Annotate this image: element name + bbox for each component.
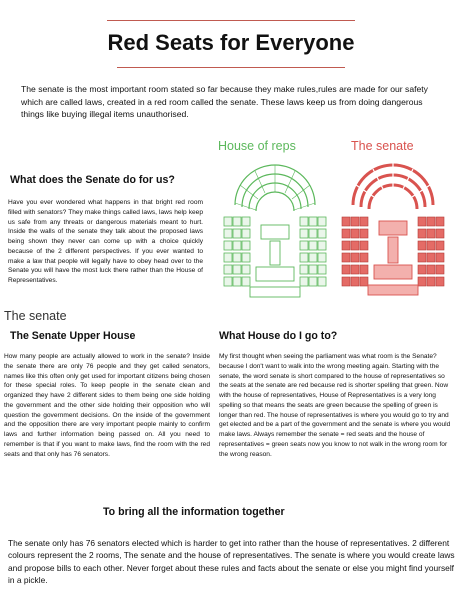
- reps-left-seat-blocks: [224, 217, 250, 286]
- what-does-paragraph: Have you ever wondered what happens in that bright red room filled with senators? They make things called laws, laws help keep us safe from any threats or dangerous materials meant to hurt. Inside the walls of the senate they talk about the proposed laws being shown they never can come up with a choice quickly because of the 2 different perspectives. If you ever wanted to make a law that people will legally have to obey head over to the Senate you will have the most luck there rather than the House of Representatives.: [8, 199, 203, 284]
- reps-right-seat-blocks: [300, 217, 326, 286]
- upper-house-heading: The Senate Upper House: [10, 330, 136, 342]
- senate-seating-diagram: [338, 155, 448, 301]
- conclusion-heading: To bring all the information together: [103, 506, 285, 518]
- intro-paragraph: The senate is the most important room stated so far because they make rules,rules are made for our safety which are called laws, created in a red room called the senate. These laws keep us from doing dangerous things like buying illegal items unauthorised.: [21, 84, 428, 120]
- reps-label: House of reps: [218, 139, 296, 153]
- house-of-reps-seating-diagram: [220, 155, 330, 301]
- senate-center-table: [368, 221, 418, 295]
- title-top-rule: [107, 20, 355, 21]
- which-house-paragraph: My first thought when seeing the parliament was what room is the Senate? because I don't want to walk into the wrong meeting again. Starting with the senate, the word senate is short compared to the house of representatives so the seats at the senate are red because red is shorter spelling that green. Now with the house of representatives, House of Representatives is a very long spelling so that means the seats are green because the spelling of green is longer than red. The house of representatives is where you would go to try and get elected and be a part of the government and the senate is where you would make laws. Always remember the senate = red seats and the house of representatives = green seats now you know to not walk in the wrong room for the wrong reason.: [219, 353, 451, 458]
- conclusion-paragraph: The senate only has 76 senators elected which is harder to get into rather than the house of representatives. 2 different colours represent the 2 rooms, The senate and the house of representatives. The senate is where you would create laws and propose bills to each other. Never forget about these rules and facts about the senate or else you might find yourself in a pickle.: [8, 538, 455, 586]
- what-does-heading: What does the Senate do for us?: [10, 174, 175, 186]
- reps-center-table: [250, 225, 300, 297]
- senate-right-seat-blocks: [418, 217, 444, 286]
- senate-seat-ticks: [356, 163, 430, 197]
- which-house-heading: What House do I go to?: [219, 330, 338, 342]
- title-bottom-rule: [117, 67, 345, 68]
- page-title: Red Seats for Everyone: [107, 30, 355, 55]
- upper-house-paragraph: How many people are actually allowed to work in the senate? Inside the senate there are only 76 people and they get called senators, names like this often only get used for important citizens being chosen for these special roles. To keep people in the senate clean and organized they have 2 different sides to them being one side holding the government and the other side holding their opposition who will question the government decisions. On the inside of the government and the opposition there are very important people mainly to confirm laws and further information being passed on. All you need to remember is that if you want to make laws, find the room with the red seats and that only has 76 senators.: [4, 353, 210, 458]
- senate-label: The senate: [351, 139, 414, 153]
- senate-left-seat-blocks: [342, 217, 368, 286]
- section-label-senate: The senate: [4, 309, 67, 323]
- reps-seat-ticks: [235, 165, 315, 210]
